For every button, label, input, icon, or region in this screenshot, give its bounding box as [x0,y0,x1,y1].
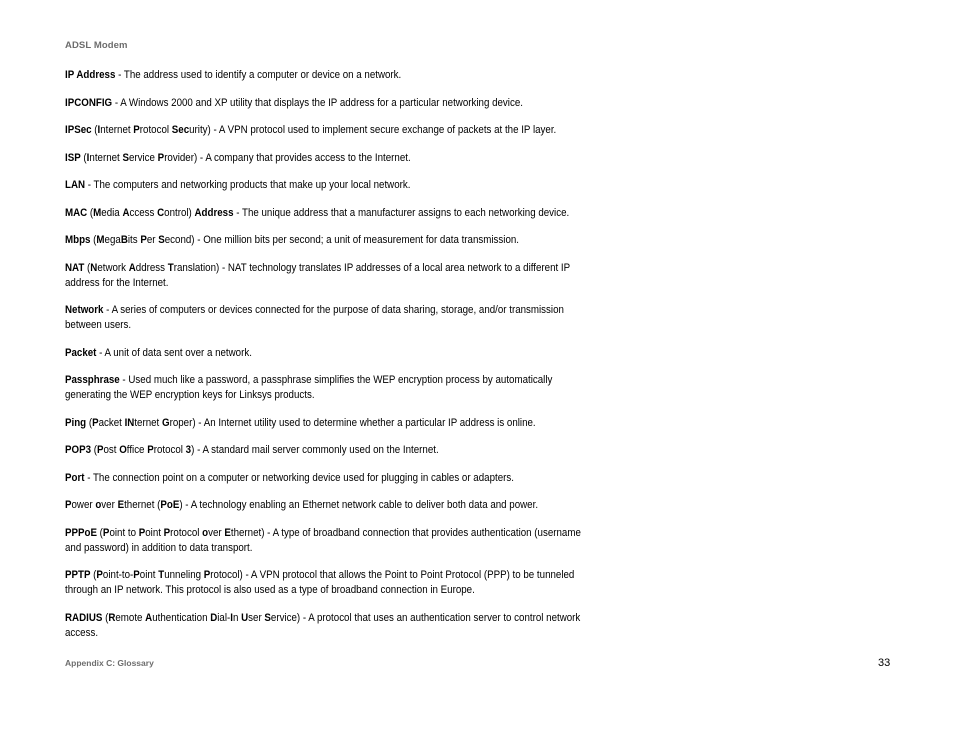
glossary-definition-text: er [146,234,159,246]
glossary-entry [65,611,595,641]
glossary-entry [65,498,595,513]
glossary-definition-text: ) - A technology enabling an Ethernet network cable to deliver both data and power. [179,499,539,511]
glossary-definition-text: ervice) - A protocol that uses an authentication server to control network access. [65,611,581,639]
glossary-definition-text: rotocol [139,124,172,136]
glossary-definition-text: ( [90,569,97,581]
glossary-definition-text: - The unique address that a manufacturer assigns to each networking device. [233,206,570,219]
glossary-definition-text: oint [145,526,164,539]
glossary-definition-text: ser [248,611,265,624]
glossary-definition-text: urity) - A VPN protocol used to implement secure exchange of packets at the IP layer. [189,124,557,136]
glossary-definition-text: ( [80,151,87,164]
glossary-definition-text: ffice [126,444,148,456]
glossary-definition-text: nternet [100,124,134,136]
glossary-entry [65,151,595,166]
glossary-term-text: P [140,234,147,246]
glossary-term-text: P [133,569,140,581]
glossary-term-text: C [157,206,165,219]
glossary-term-text: MAC [65,206,88,219]
glossary-definition-text: ervice [128,151,158,164]
glossary-definition-text: ontrol) [164,206,195,219]
glossary-term-text: Mbps [65,234,91,246]
glossary-term-text: o [202,526,209,539]
glossary-definition-text: ega [104,234,121,246]
glossary-definition-text: - Used much like a password, a passphrase simplifies the WEP encryption process by automatically generating the WEP encryption keys for Linksys products. [65,374,553,401]
glossary-term-text: RADIUS [65,611,103,624]
glossary-term-text: M [93,206,102,219]
glossary-definition-text: - The connection point on a computer or networking device used for plugging in cables or adapters. [84,471,514,484]
glossary-definition-text: thernet ( [124,499,161,511]
glossary-term-text: S [158,234,165,246]
glossary-entry [65,261,595,291]
glossary-term-text: R [108,611,116,624]
glossary-term-text: IN [124,416,135,429]
glossary-definition-text: ial- [217,611,231,624]
glossary-definition-text: ( [96,526,103,539]
glossary-entry [65,346,595,361]
glossary-definition-text: roper) - An Internet utility used to determine whether a particular IP address is online. [169,416,536,429]
glossary-term-text: NAT [65,261,85,274]
glossary-definition-text: oint [139,569,159,581]
glossary-definition-text: thernet) - A type of broadband connection that provides authentication (username and password) in addition to data transport. [65,526,581,554]
glossary-term-text: Passphrase [65,374,120,386]
glossary-definition-text: rovider) - A company that provides access to the Internet. [164,151,411,164]
glossary-definition-text: rotocol) - A VPN protocol that allows the Point to Point Protocol (PPP) to be tunneled through an IP network. This protocol is also used as a type of broadband connection in Europe. [65,569,575,596]
glossary-term-text: P [65,499,72,511]
glossary-term-text: P [133,124,140,136]
glossary-entry [65,373,595,403]
glossary-entry [65,233,595,248]
glossary-term-text: P [157,151,165,164]
glossary-term-text: Address [194,206,234,219]
glossary-entry [65,206,595,221]
glossary-definition-text: ( [84,261,91,274]
glossary-term-text: I [230,611,233,624]
glossary-term-text: G [161,416,170,429]
glossary-term-text: Ping [65,416,87,429]
glossary-entry [65,471,595,486]
glossary-term-text: IPCONFIG [65,96,113,109]
glossary-term-text: U [241,611,249,624]
glossary-definition-text: ddress [135,261,168,274]
glossary-list [65,68,595,653]
glossary-term-text: 3 [185,444,192,456]
glossary-entry [65,178,595,193]
glossary-definition-text: oint-to- [102,569,134,581]
glossary-term-text: P [138,526,146,539]
glossary-term-text: P [163,526,171,539]
glossary-definition-text: its [127,234,141,246]
glossary-term-text: P [92,416,99,429]
glossary-term-text: N [90,261,98,274]
glossary-term-text: P [102,526,110,539]
glossary-entry [65,96,595,111]
glossary-entry [65,568,595,598]
glossary-term-text: PoE [160,499,180,511]
glossary-term-text: B [120,234,128,246]
glossary-entry [65,526,595,556]
glossary-term-text: M [96,234,105,246]
glossary-definition-text: ( [91,444,97,456]
glossary-definition-text: - A unit of data sent over a network. [96,346,252,359]
glossary-definition-text: ( [87,206,94,219]
glossary-term-text: A [122,206,130,219]
glossary-term-text: PPPoE [65,526,97,539]
glossary-definition-text: emote [115,611,146,624]
glossary-term-text: P [203,569,211,581]
glossary-term-text: Sec [171,124,190,136]
glossary-definition-text: etwork [97,261,129,274]
glossary-definition-text: ver [208,526,225,539]
glossary-term-text: E [224,526,231,539]
glossary-definition-text: rotocol [170,526,203,539]
glossary-term-text: S [122,151,129,164]
glossary-definition-text: ternet [134,416,162,429]
glossary-definition-text: - A Windows 2000 and XP utility that displays the IP address for a particular networking device. [112,96,523,109]
glossary-definition-text: rotocol [153,444,186,456]
glossary-term-text: I [97,124,101,136]
glossary-entry [65,443,595,458]
glossary-term-text: o [95,499,102,511]
glossary-term-text: I [86,151,90,164]
glossary-entry [65,68,595,83]
glossary-term-text: O [119,444,127,456]
glossary-definition-text: ccess [129,206,158,219]
glossary-definition-text: n [232,611,242,624]
glossary-term-text: Network [65,304,104,316]
glossary-entry [65,416,595,431]
glossary-term-text: D [210,611,218,624]
glossary-term-text: PPTP [65,569,91,581]
glossary-definition-text: ranslation) - NAT technology translates IP addresses of a local area network to a different IP address for the Internet. [65,261,570,289]
glossary-term-text: LAN [65,179,86,191]
glossary-definition-text: econd) - One million bits per second; a unit of measurement for data transmission. [164,234,520,246]
glossary-definition-text: ( [90,234,97,246]
glossary-term-text: IPSec [65,124,92,136]
glossary-definition-text: unneling [164,569,204,581]
glossary-term-text: E [117,499,125,511]
glossary-definition-text: ost [103,444,120,456]
glossary-term-text: S [264,611,271,624]
glossary-definition-text: ower [71,499,96,511]
glossary-definition-text: ( [91,124,98,136]
glossary-definition-text: - The computers and networking products that make up your local network. [85,179,411,191]
glossary-definition-text: nternet [89,151,123,164]
glossary-term-text: T [167,261,174,274]
glossary-entry [65,123,595,138]
glossary-term-text: IP Address [65,69,116,81]
glossary-term-text: P [147,444,154,456]
glossary-definition-text: oint to [109,526,139,539]
glossary-term-text: POP3 [65,444,92,456]
glossary-definition-text: ver [101,499,118,511]
glossary-definition-text: uthentication [152,611,211,624]
glossary-term-text: P [96,444,104,456]
glossary-definition-text: - The address used to identify a computer or device on a network. [115,69,402,81]
glossary-definition-text: - A series of computers or devices connected for the purpose of data sharing, storage, and/or transmission between users. [65,304,564,331]
glossary-term-text: Port [65,471,85,484]
glossary-entry [65,303,595,333]
glossary-term-text: A [145,611,153,624]
glossary-definition-text: acket [98,416,125,429]
glossary-term-text: P [96,569,103,581]
glossary-definition-text: ( [86,416,93,429]
glossary-definition-text: ( [102,611,109,624]
running-header: ADSL Modem [65,40,128,51]
page-number: 33 [878,657,891,669]
glossary-definition-text: edia [101,206,123,219]
footer-section-label: Appendix C: Glossary [65,658,154,668]
glossary-term-text: A [128,261,136,274]
glossary-term-text: Packet [65,346,97,359]
glossary-term-text: T [158,569,165,581]
glossary-definition-text: ) - A standard mail server commonly used on the Internet. [191,444,439,456]
glossary-term-text: ISP [65,151,81,164]
